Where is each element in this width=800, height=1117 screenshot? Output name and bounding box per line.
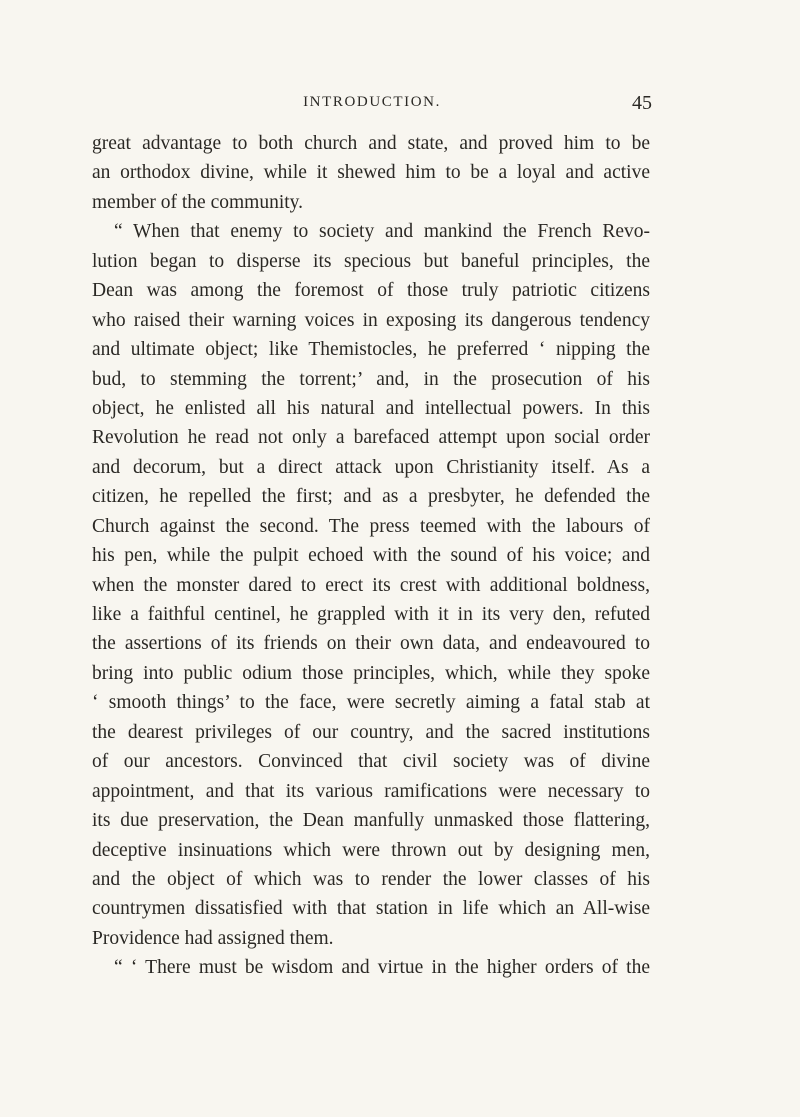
- text-line: Revolution he read not only a barefaced attempt upon social order: [92, 427, 650, 449]
- running-head: [92, 94, 652, 116]
- text-line: when the monster dared to erect its crest with additional boldness,: [92, 574, 650, 596]
- text-line: of our ancestors. Convinced that civil society was of divine: [92, 751, 650, 773]
- text-line: and decorum, but a direct attack upon Christianity itself. As a: [92, 456, 650, 478]
- text-line: like a faithful centinel, he grappled with it in its very den, refuted: [92, 604, 650, 625]
- text-line: appointment, and that its various ramifications were necessary to: [92, 780, 650, 802]
- page-number: 45: [632, 92, 652, 114]
- text-line: Dean was among the foremost of those truly patriotic citizens: [92, 280, 650, 302]
- text-line: his pen, while the pulpit echoed with the sound of his voice; and: [92, 545, 650, 567]
- text-line: and the object of which was to render the lower classes of his: [92, 868, 650, 890]
- text-line: the assertions of its friends on their own data, and endeavoured to: [92, 633, 650, 655]
- text-line: “ ‘ There must be wisdom and virtue in the higher orders of the: [114, 957, 650, 979]
- text-line: lution began to disperse its specious but baneful principles, the: [92, 250, 650, 272]
- text-line: “ When that enemy to society and mankind the French Revo-: [114, 221, 650, 243]
- text-line: object, he enlisted all his natural and intellectual powers. In this: [92, 397, 650, 419]
- text-line: Church against the second. The press teemed with the labours of: [92, 515, 650, 537]
- text-line: bud, to stemming the torrent;’ and, in the prosecution of his: [92, 368, 650, 390]
- text-line: Providence had assigned them.: [92, 927, 334, 949]
- text-line: its due preservation, the Dean manfully unmasked those flattering,: [92, 810, 650, 832]
- text-line: deceptive insinuations which were thrown out by designing men,: [92, 839, 650, 861]
- text-line: bring into public odium those principles, which, while they spoke: [92, 662, 650, 684]
- text-line: member of the community.: [92, 191, 304, 213]
- text-line: ‘ smooth things’ to the face, were secretly aiming a fatal stab at: [92, 692, 650, 714]
- body-text: [92, 129, 650, 983]
- text-line: countrymen dissatisfied with that station in life which an All-wise: [92, 898, 650, 920]
- text-line: citizen, he repelled the first; and as a presbyter, he defended the: [92, 486, 650, 508]
- text-line: an orthodox divine, while it shewed him to be a loyal and active: [92, 162, 650, 184]
- text-line: the dearest privileges of our country, and the sacred institutions: [92, 721, 650, 743]
- text-line: who raised their warning voices in exposing its dangerous tendency: [92, 309, 650, 331]
- text-line: and ultimate object; like Themistocles, he preferred ‘ nipping the: [92, 339, 650, 361]
- text-line: great advantage to both church and state, and proved him to be: [92, 133, 650, 154]
- chapter-title: INTRODUCTION.: [303, 94, 441, 110]
